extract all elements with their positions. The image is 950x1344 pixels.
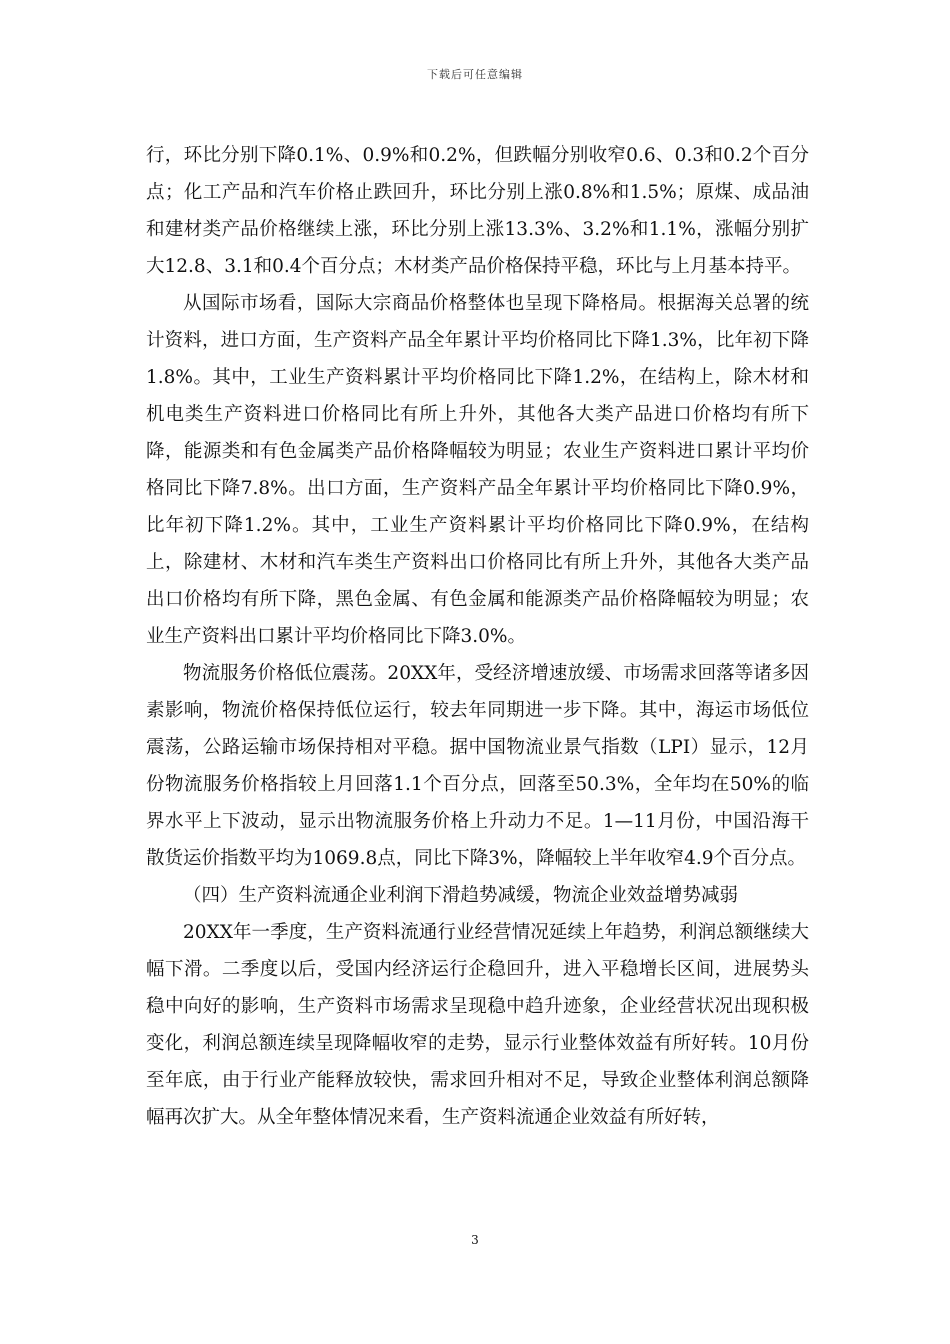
paragraph-profits: 20XX年一季度，生产资料流通行业经营情况延续上年趋势，利润总额继续大幅下滑。二季度以后，受国内经济运行企稳回升，进入平稳增长区间，进展势头稳中向好的影响，生产资料市场需求呈现稳中趋升迹象，企业经营状况出现积极变化，利润总额连续呈现降幅收窄的走势，显示行业整体效益有所好转。10月份至年底，由于行业产能释放较快，需求回升相对不足，导致企业整体利润总额降幅再次扩大。从全年整体情况来看，生产资料流通企业效益有所好转， [146, 922, 809, 1128]
body-text [146, 137, 809, 1136]
section-heading: （四）生产资料流通企业利润下滑趋势减缓，物流企业效益增势减弱 [183, 885, 739, 906]
paragraph-continuation: 行，环比分别下降0.1%、0.9%和0.2%，但跌幅分别收窄0.6、0.3和0.2个百分点；化工产品和汽车价格止跌回升，环比分别上涨0.8%和1.5%；原煤、成品油和建材类产品价格继续上涨，环比分别上涨13.3%、3.2%和1.1%，涨幅分别扩大12.8、3.1和0.4个百分点；木材类产品价格保持平稳，环比与上月基本持平。 [146, 145, 809, 277]
page-number: 3 [471, 1233, 479, 1247]
page-header: 下载后可任意编辑 [427, 68, 523, 81]
paragraph-logistics-prices: 物流服务价格低位震荡。20XX年，受经济增速放缓、市场需求回落等诸多因素影响，物流价格保持低位运行，较去年同期进一步下降。其中，海运市场低位震荡，公路运输市场保持相对平稳。据中国物流业景气指数（LPI）显示，12月份物流服务价格指较上月回落1.1个百分点，回落至50.3%，全年均在50%的临界水平上下波动，显示出物流服务价格上升动力不足。1—11月份，中国沿海干散货运价指数平均为1069.8点，同比下降3%，降幅较上半年收窄4.9个百分点。 [146, 663, 809, 869]
paragraph-international-market: 从国际市场看，国际大宗商品价格整体也呈现下降格局。根据海关总署的统计资料，进口方面，生产资料产品全年累计平均价格同比下降1.3%，比年初下降1.8%。其中，工业生产资料累计平均价格同比下降1.2%，在结构上，除木材和机电类生产资料进口价格同比有所上升外，其他各大类产品进口价格均有所下降，能源类和有色金属类产品价格降幅较为明显；农业生产资料进口累计平均价格同比下降7.8%。出口方面，生产资料产品全年累计平均价格同比下降0.9%，比年初下降1.2%。其中，工业生产资料累计平均价格同比下降0.9%，在结构上，除建材、木材和汽车类生产资料出口价格同比有所上升外，其他各大类产品出口价格均有所下降，黑色金属、有色金属和能源类产品价格降幅较为明显；农业生产资料出口累计平均价格同比下降3.0%。 [146, 293, 809, 647]
